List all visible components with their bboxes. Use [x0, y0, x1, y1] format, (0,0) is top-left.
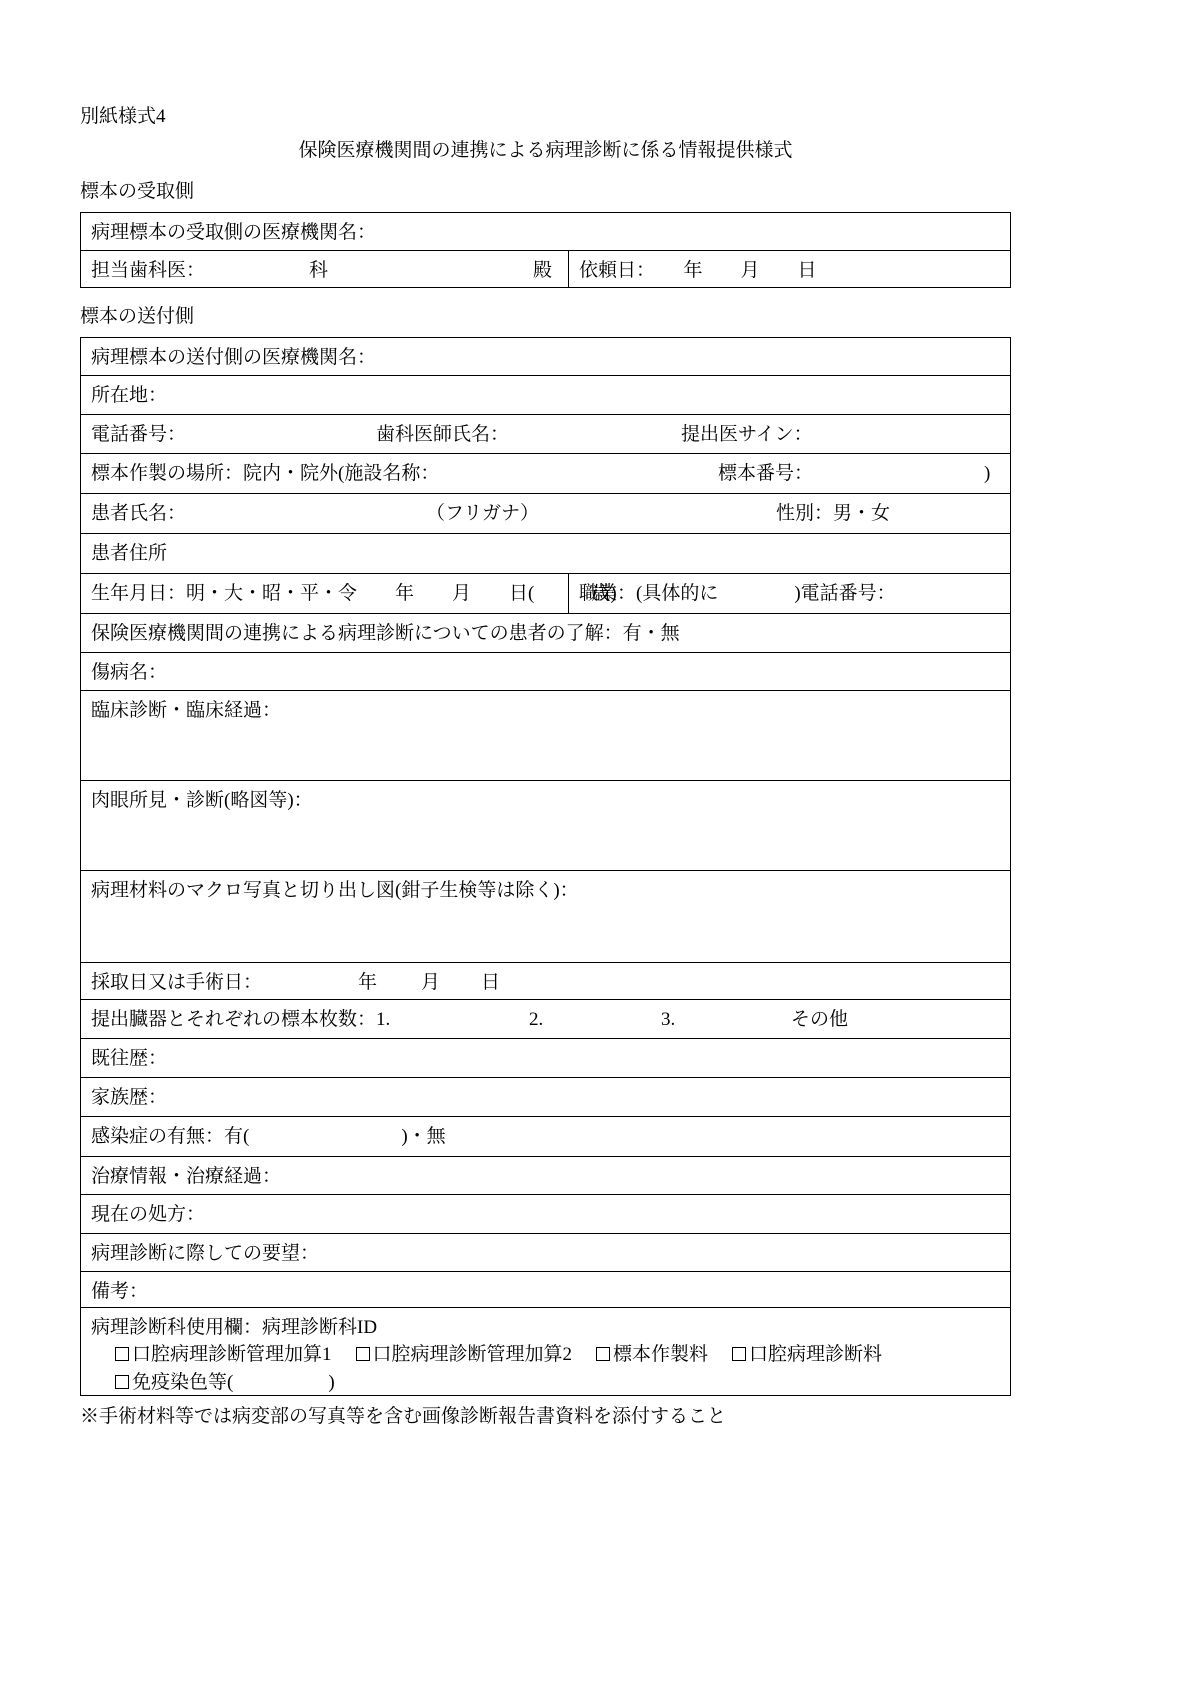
checkbox-icon — [115, 1347, 129, 1361]
disease-label: 傷病名： — [91, 661, 168, 683]
history-row — [81, 1038, 1010, 1077]
honorific-label: 殿 — [533, 259, 553, 281]
history-label: 既往歴： — [91, 1047, 168, 1069]
birthdate-row — [81, 573, 1010, 613]
checkbox-item — [115, 1342, 332, 1368]
document-title: 保険医療機関間の連携による病理診断に係る情報提供様式 — [298, 139, 793, 161]
family-history-label: 家族歴： — [91, 1086, 168, 1108]
sender-institution-row — [81, 338, 1010, 375]
phone-row — [81, 414, 1010, 453]
address-label: 所在地： — [91, 384, 168, 406]
phone-label: 電話番号： — [91, 423, 187, 445]
footer-note: ※手術材料等では病変部の写真等を含む画像診断報告書資料を添付すること — [80, 1405, 727, 1427]
department-suffix-label: 科 — [309, 259, 329, 281]
sender-section-label: 標本の送付側 — [80, 305, 195, 327]
specimen-close-paren: ) — [984, 462, 991, 484]
checkbox-item — [115, 1370, 335, 1396]
document-content — [80, 104, 1011, 1429]
sex-label: 性別：男・女 — [776, 502, 891, 524]
collection-date-label: 採取日又は手術日： — [91, 971, 263, 993]
receiver-dentist-row — [81, 250, 1010, 287]
checkbox-icon — [356, 1347, 370, 1361]
diagnosis-request-row — [81, 1233, 1010, 1271]
birthdate-cell — [81, 574, 617, 613]
diagnosis-request-label: 病理診断に際しての要望： — [91, 1242, 320, 1264]
organs-other-label: その他 — [791, 1008, 849, 1030]
collection-year-label: 年 — [358, 971, 378, 993]
infection-row — [81, 1116, 1010, 1156]
specimen-place-row — [81, 453, 1010, 493]
occupation-label: 職業：(具体的に )電話番号： — [579, 582, 896, 604]
treatment-label: 治療情報・治療経過： — [91, 1165, 282, 1187]
sender-table — [80, 337, 1011, 1396]
prescription-label: 現在の処方： — [91, 1203, 206, 1225]
sender-institution-label: 病理標本の送付側の医療機関名： — [91, 346, 377, 368]
patient-address-row — [81, 533, 1010, 573]
furigana-label: （フリガナ） — [426, 502, 540, 524]
checkbox-icon — [732, 1347, 746, 1361]
macro-photo-label: 病理材料のマクロ写真と切り出し図(鉗子生検等は除く)： — [91, 879, 579, 901]
consent-label: 保険医療機関間の連携による病理診断についての患者の了解：有・無 — [91, 622, 680, 644]
request-date-label: 依頼日： 年 月 日 — [579, 259, 817, 281]
collection-month-label: 月 — [421, 971, 441, 993]
patient-name-row — [81, 493, 1010, 533]
remarks-label: 備考： — [91, 1280, 149, 1302]
checkbox-label: 口腔病理診断管理加算2 — [372, 1344, 573, 1366]
checkbox-item — [596, 1342, 708, 1368]
request-date-cell — [569, 251, 1010, 287]
dentist-name-label: 歯科医師氏名： — [376, 423, 510, 445]
receiver-institution-row — [81, 213, 1010, 250]
clinical-label: 臨床診断・臨床経過： — [91, 699, 282, 721]
receiver-table — [80, 212, 1011, 288]
collection-day-label: 日 — [481, 971, 501, 993]
checkbox-label: 免疫染色等( ) — [132, 1371, 335, 1393]
receiver-dentist-cell — [81, 251, 569, 287]
treatment-row — [81, 1156, 1010, 1194]
checkbox-label: 口腔病理診断管理加算1 — [132, 1344, 332, 1366]
organs-item3-label: 3. — [661, 1008, 676, 1030]
consent-row — [81, 613, 1010, 652]
organs-row — [81, 999, 1010, 1038]
patient-name-label: 患者氏名： — [91, 502, 187, 524]
family-history-row — [81, 1077, 1010, 1116]
checkbox-icon — [596, 1347, 610, 1361]
receiver-section-label: 標本の受取側 — [80, 181, 195, 203]
receiver-institution-label: 病理標本の受取側の医療機関名： — [91, 221, 377, 243]
occupation-cell — [569, 574, 1010, 613]
address-row — [81, 375, 1010, 414]
pathology-dept-row — [81, 1307, 1010, 1395]
organs-item2-label: 2. — [529, 1008, 544, 1030]
gross-findings-label: 肉眼所見・診断(略図等)： — [91, 789, 313, 811]
birthdate-label: 生年月日：明・大・昭・平・令 年 月 日( 歳) — [91, 582, 617, 604]
checkbox-label: 口腔病理診断料 — [749, 1344, 883, 1366]
dentist-label: 担当歯科医： — [91, 259, 206, 281]
checkbox-item — [732, 1342, 882, 1368]
checkbox-label: 標本作製料 — [613, 1344, 709, 1366]
remarks-row — [81, 1271, 1010, 1307]
collection-date-row — [81, 962, 1010, 999]
checkbox-line-2 — [91, 1370, 1000, 1396]
organs-label: 提出臓器とそれぞれの標本枚数：1. — [91, 1008, 391, 1030]
specimen-number-label: 標本番号： — [718, 462, 814, 484]
macro-photo-row — [81, 870, 1010, 962]
disease-row — [81, 652, 1010, 690]
form-number: 別紙様式4 — [80, 106, 166, 127]
checkbox-line-1 — [91, 1342, 1000, 1368]
clinical-row — [81, 690, 1010, 780]
gross-findings-row — [81, 780, 1010, 870]
specimen-place-label: 標本作製の場所：院内・院外(施設名称： — [91, 462, 440, 484]
checkbox-icon — [115, 1375, 129, 1389]
prescription-row — [81, 1194, 1010, 1233]
pathology-dept-header: 病理診断科使用欄：病理診断科ID — [91, 1316, 378, 1338]
infection-label: 感染症の有無：有( )・無 — [91, 1125, 446, 1147]
patient-address-label: 患者住所 — [91, 542, 168, 564]
submitter-sign-label: 提出医サイン： — [681, 423, 813, 445]
checkbox-item — [356, 1342, 573, 1368]
